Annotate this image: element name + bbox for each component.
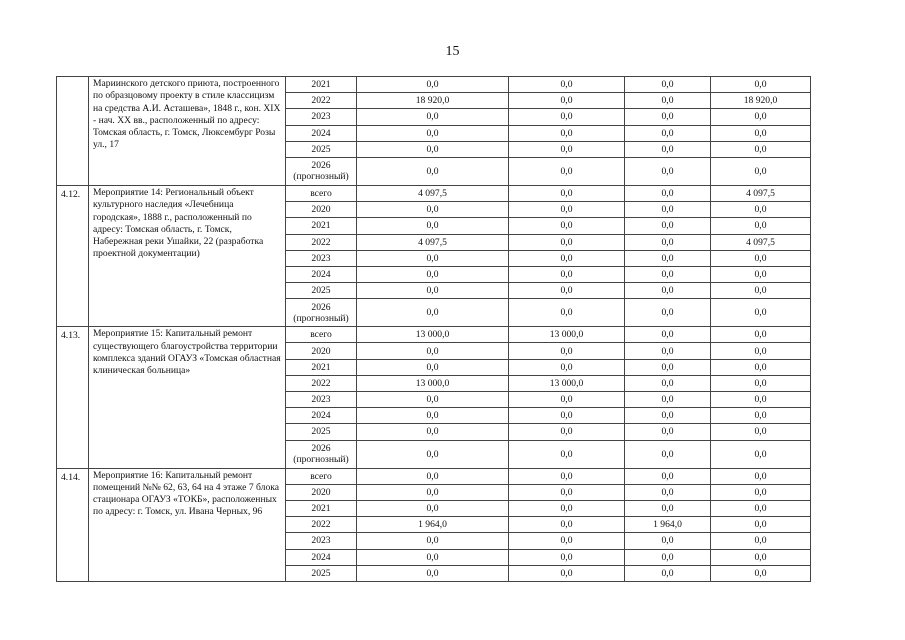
- regional-cell: 0,0: [711, 565, 811, 581]
- year-cell: всего: [286, 185, 357, 201]
- regional-cell: 0,0: [711, 283, 811, 299]
- regional-cell: 0,0: [711, 77, 811, 93]
- regional-cell: 0,0: [711, 359, 811, 375]
- year-cell: 2025: [286, 141, 357, 157]
- total-cell: 0,0: [357, 299, 509, 327]
- regional-cell: 0,0: [711, 440, 811, 468]
- federal-cell: 0,0: [509, 283, 625, 299]
- local-cell: 0,0: [625, 93, 711, 109]
- local-cell: 0,0: [625, 202, 711, 218]
- federal-cell: 0,0: [509, 77, 625, 93]
- local-cell: 0,0: [625, 375, 711, 391]
- federal-cell: 0,0: [509, 500, 625, 516]
- total-cell: 0,0: [357, 266, 509, 282]
- regional-cell: 0,0: [711, 266, 811, 282]
- year-cell: всего: [286, 468, 357, 484]
- local-cell: 0,0: [625, 359, 711, 375]
- year-cell: 2023: [286, 250, 357, 266]
- table-row: [57, 327, 811, 343]
- federal-cell: 0,0: [509, 517, 625, 533]
- year-cell: 2021: [286, 77, 357, 93]
- local-cell: 0,0: [625, 283, 711, 299]
- local-cell: 0,0: [625, 533, 711, 549]
- item-number: [57, 77, 89, 186]
- year-cell: 2026 (прогнозный): [286, 299, 357, 327]
- federal-cell: 0,0: [509, 299, 625, 327]
- year-cell: 2022: [286, 517, 357, 533]
- item-number: 4.14.: [57, 468, 89, 581]
- federal-cell: 0,0: [509, 234, 625, 250]
- regional-cell: 0,0: [711, 533, 811, 549]
- total-cell: 0,0: [357, 77, 509, 93]
- local-cell: 0,0: [625, 565, 711, 581]
- federal-cell: 0,0: [509, 424, 625, 440]
- local-cell: 0,0: [625, 185, 711, 201]
- local-cell: 0,0: [625, 392, 711, 408]
- total-cell: 0,0: [357, 484, 509, 500]
- local-cell: 0,0: [625, 408, 711, 424]
- regional-cell: 0,0: [711, 125, 811, 141]
- local-cell: 0,0: [625, 125, 711, 141]
- year-cell: 2025: [286, 565, 357, 581]
- federal-cell: 0,0: [509, 549, 625, 565]
- local-cell: 0,0: [625, 157, 711, 185]
- federal-cell: 0,0: [509, 93, 625, 109]
- regional-cell: 0,0: [711, 484, 811, 500]
- local-cell: 0,0: [625, 343, 711, 359]
- total-cell: 0,0: [357, 533, 509, 549]
- local-cell: 0,0: [625, 141, 711, 157]
- total-cell: 0,0: [357, 157, 509, 185]
- local-cell: 0,0: [625, 484, 711, 500]
- local-cell: 0,0: [625, 250, 711, 266]
- federal-cell: 0,0: [509, 565, 625, 581]
- page-number: 15: [445, 44, 460, 59]
- year-cell: 2023: [286, 392, 357, 408]
- federal-cell: 0,0: [509, 408, 625, 424]
- federal-cell: 0,0: [509, 533, 625, 549]
- total-cell: 4 097,5: [357, 185, 509, 201]
- total-cell: 0,0: [357, 408, 509, 424]
- total-cell: 13 000,0: [357, 327, 509, 343]
- total-cell: 0,0: [357, 250, 509, 266]
- year-cell: 2024: [286, 125, 357, 141]
- year-cell: 2026 (прогнозный): [286, 440, 357, 468]
- regional-cell: 0,0: [711, 375, 811, 391]
- regional-cell: 0,0: [711, 218, 811, 234]
- local-cell: 0,0: [625, 266, 711, 282]
- federal-cell: 13 000,0: [509, 375, 625, 391]
- year-cell: 2020: [286, 484, 357, 500]
- year-cell: 2024: [286, 408, 357, 424]
- funding-table: [56, 76, 811, 582]
- regional-cell: 18 920,0: [711, 93, 811, 109]
- year-cell: 2024: [286, 549, 357, 565]
- total-cell: 0,0: [357, 202, 509, 218]
- total-cell: 13 000,0: [357, 375, 509, 391]
- year-cell: 2022: [286, 375, 357, 391]
- regional-cell: 0,0: [711, 299, 811, 327]
- year-cell: 2021: [286, 359, 357, 375]
- regional-cell: 0,0: [711, 202, 811, 218]
- regional-cell: 4 097,5: [711, 234, 811, 250]
- local-cell: 0,0: [625, 234, 711, 250]
- local-cell: 0,0: [625, 500, 711, 516]
- total-cell: 0,0: [357, 359, 509, 375]
- federal-cell: 13 000,0: [509, 327, 625, 343]
- total-cell: 0,0: [357, 565, 509, 581]
- local-cell: 0,0: [625, 327, 711, 343]
- total-cell: 0,0: [357, 283, 509, 299]
- total-cell: 0,0: [357, 125, 509, 141]
- item-description: Мероприятие 14: Региональный объект культурного наследия «Лечебница городская», 1888 г., расположенный по адресу: Томская область, г. Томск, Набережная реки Ушайки, 22 (разработка проектной документации): [89, 185, 286, 326]
- local-cell: 0,0: [625, 218, 711, 234]
- total-cell: 0,0: [357, 440, 509, 468]
- local-cell: 0,0: [625, 424, 711, 440]
- regional-cell: 0,0: [711, 500, 811, 516]
- regional-cell: 0,0: [711, 141, 811, 157]
- year-cell: 2023: [286, 533, 357, 549]
- local-cell: 0,0: [625, 549, 711, 565]
- federal-cell: 0,0: [509, 109, 625, 125]
- year-cell: всего: [286, 327, 357, 343]
- total-cell: 0,0: [357, 424, 509, 440]
- local-cell: 1 964,0: [625, 517, 711, 533]
- regional-cell: 0,0: [711, 424, 811, 440]
- federal-cell: 0,0: [509, 468, 625, 484]
- federal-cell: 0,0: [509, 392, 625, 408]
- local-cell: 0,0: [625, 468, 711, 484]
- year-cell: 2024: [286, 266, 357, 282]
- total-cell: 1 964,0: [357, 517, 509, 533]
- regional-cell: 0,0: [711, 549, 811, 565]
- item-description: Мероприятие 16: Капитальный ремонт помещений №№ 62, 63, 64 на 4 этаже 7 блока стационара ОГАУЗ «ТОКБ», расположенных по адресу: г. Томск, ул. Ивана Черных, 96: [89, 468, 286, 581]
- federal-cell: 0,0: [509, 202, 625, 218]
- regional-cell: 0,0: [711, 109, 811, 125]
- year-cell: 2025: [286, 283, 357, 299]
- regional-cell: 0,0: [711, 327, 811, 343]
- regional-cell: 4 097,5: [711, 185, 811, 201]
- local-cell: 0,0: [625, 299, 711, 327]
- item-description: Мероприятие 15: Капитальный ремонт существующего благоустройства территории комплекса зданий ОГАУЗ «Томская областная клиническая больница»: [89, 327, 286, 468]
- year-cell: 2020: [286, 202, 357, 218]
- federal-cell: 0,0: [509, 185, 625, 201]
- total-cell: 0,0: [357, 109, 509, 125]
- federal-cell: 0,0: [509, 266, 625, 282]
- item-number: 4.12.: [57, 185, 89, 326]
- regional-cell: 0,0: [711, 408, 811, 424]
- federal-cell: 0,0: [509, 484, 625, 500]
- regional-cell: 0,0: [711, 517, 811, 533]
- regional-cell: 0,0: [711, 157, 811, 185]
- total-cell: 0,0: [357, 500, 509, 516]
- year-cell: 2022: [286, 93, 357, 109]
- federal-cell: 0,0: [509, 359, 625, 375]
- total-cell: 0,0: [357, 141, 509, 157]
- federal-cell: 0,0: [509, 250, 625, 266]
- federal-cell: 0,0: [509, 343, 625, 359]
- total-cell: 0,0: [357, 392, 509, 408]
- year-cell: 2022: [286, 234, 357, 250]
- regional-cell: 0,0: [711, 468, 811, 484]
- federal-cell: 0,0: [509, 157, 625, 185]
- table-body: [57, 77, 811, 582]
- table-row: [57, 77, 811, 93]
- total-cell: 18 920,0: [357, 93, 509, 109]
- item-number: 4.13.: [57, 327, 89, 468]
- item-description: Мариинского детского приюта, построенного по образцовому проекту в стиле классицизм на средства А.И. Асташева», 1848 г., кон. XIX - нач. XX вв., расположенный по адресу: Томская область, г. Томск, Люксембург Розы ул., 17: [89, 77, 286, 186]
- year-cell: 2021: [286, 500, 357, 516]
- table-row: [57, 185, 811, 201]
- year-cell: 2021: [286, 218, 357, 234]
- year-cell: 2026 (прогнозный): [286, 157, 357, 185]
- local-cell: 0,0: [625, 440, 711, 468]
- year-cell: 2020: [286, 343, 357, 359]
- federal-cell: 0,0: [509, 218, 625, 234]
- regional-cell: 0,0: [711, 343, 811, 359]
- total-cell: 0,0: [357, 218, 509, 234]
- regional-cell: 0,0: [711, 250, 811, 266]
- year-cell: 2023: [286, 109, 357, 125]
- total-cell: 4 097,5: [357, 234, 509, 250]
- federal-cell: 0,0: [509, 125, 625, 141]
- federal-cell: 0,0: [509, 141, 625, 157]
- local-cell: 0,0: [625, 109, 711, 125]
- total-cell: 0,0: [357, 549, 509, 565]
- local-cell: 0,0: [625, 77, 711, 93]
- regional-cell: 0,0: [711, 392, 811, 408]
- table-row: [57, 468, 811, 484]
- total-cell: 0,0: [357, 343, 509, 359]
- year-cell: 2025: [286, 424, 357, 440]
- federal-cell: 0,0: [509, 440, 625, 468]
- total-cell: 0,0: [357, 468, 509, 484]
